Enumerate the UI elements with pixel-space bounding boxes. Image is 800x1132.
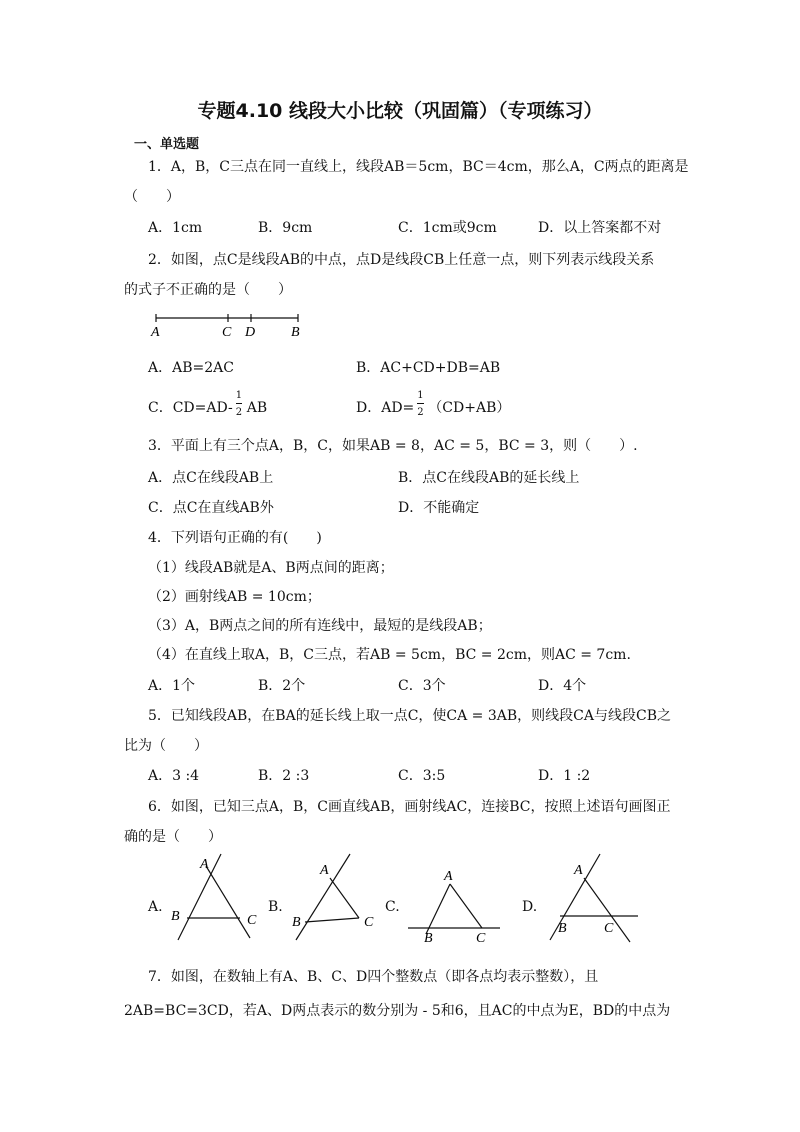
q4-item-1: （1）线段AB就是A、B两点间的距离； — [148, 560, 394, 576]
q6-figure-b — [286, 852, 386, 942]
q2-stem-cont: 的式子不正确的是（ ） — [124, 282, 292, 298]
q6-figure-c — [404, 862, 514, 946]
q2-option-a: A．AB=2AC — [148, 360, 234, 376]
section-heading: 一、单选题 — [134, 137, 200, 152]
label-a: A — [151, 325, 160, 340]
q6-option-c-letter: C. — [385, 899, 400, 915]
q7-stem-cont: 2AB=BC=3CD，若A、D两点表示的数分别为 - 5和6，且AC的中点为E，BD的中点为 — [124, 1003, 671, 1019]
q6-stem: 6．如图，已知三点A，B，C画直线AB，画射线AC，连接BC，按照上述语句画图正 — [148, 799, 671, 815]
q5-option-a: A．3 :4 — [148, 768, 200, 784]
q2-option-b: B．AC+CD+DB=AB — [356, 360, 501, 376]
q3-option-a: A．点C在线段AB上 — [148, 470, 274, 486]
vertex-c: C — [604, 921, 614, 936]
q4-item-2: （2）画射线AB = 10cm； — [148, 589, 321, 605]
q4-option-c: C．3个 — [398, 678, 446, 694]
q5-stem-cont: 比为（ ） — [124, 738, 208, 754]
vertex-c: C — [247, 913, 257, 928]
q6-figure-d — [540, 852, 650, 942]
q4-option-b: B．2个 — [258, 678, 306, 694]
q3-option-d: D．不能确定 — [398, 500, 480, 516]
segment-bc — [305, 918, 359, 922]
q1-stem-cont: （ ） — [124, 189, 180, 205]
q6-figure-a — [168, 852, 268, 942]
q5-option-b: B．2 :3 — [258, 768, 310, 784]
q5-option-c: C．3:5 — [398, 768, 446, 784]
segment-ac — [450, 884, 482, 928]
q6-option-b-letter: B. — [268, 899, 283, 915]
vertex-c: C — [476, 931, 486, 946]
fraction-half: $\frac{1}{2}$ — [235, 399, 245, 417]
label-c: C — [222, 325, 232, 340]
q5-stem: 5．已知线段AB，在BA的延长线上取一点C，使CA = 3AB，则线段CA与线段CB之 — [148, 708, 671, 724]
vertex-b: B — [292, 915, 301, 930]
label-b: B — [291, 325, 300, 340]
vertex-a: A — [574, 863, 583, 878]
vertex-b: B — [424, 931, 433, 946]
q7-stem: 7．如图，在数轴上有A、B、C、D四个整数点（即各点均表示整数），且 — [148, 969, 599, 985]
q1-option-a: A．1cm — [148, 220, 203, 236]
q1-option-c: C．1cm或9cm — [398, 220, 497, 236]
q2-segment-figure — [150, 310, 310, 340]
q2-option-d: D．AD= $\frac{1}{2}$ （CD+AB） — [356, 399, 510, 417]
q3-stem: 3．平面上有三个点A，B，C，如果AB = 8，AC = 5，BC = 3，则（ ）. — [148, 438, 638, 454]
q6-option-d-letter: D. — [522, 899, 538, 915]
q3-option-c: C．点C在直线AB外 — [148, 500, 274, 516]
q1-option-d: D．以上答案都不对 — [538, 220, 662, 236]
label-d: D — [245, 325, 256, 340]
q5-option-d: D．1 :2 — [538, 768, 591, 784]
q4-option-d: D．4个 — [538, 678, 587, 694]
ray-ac — [206, 866, 250, 938]
vertex-a: A — [444, 869, 453, 884]
page-title: 专题4.10 线段大小比较（巩固篇）（专项练习） — [197, 100, 603, 122]
q6-stem-cont: 确的是（ ） — [124, 829, 222, 845]
q2-option-c: C．CD=AD- $\frac{1}{2}$ AB — [148, 399, 267, 417]
ray-ac — [330, 878, 359, 918]
q4-stem: 4．下列语句正确的有( ) — [148, 530, 322, 546]
q4-item-4: （4）在直线上取A，B，C三点，若AB = 5cm，BC = 2cm，则AC = 7cm. — [148, 647, 631, 663]
vertex-b: B — [558, 921, 567, 936]
fraction-half: $\frac{1}{2}$ — [416, 399, 426, 417]
q6-option-a-letter: A. — [148, 899, 163, 915]
q1-stem: 1．A，B，C三点在同一直线上，线段AB＝5cm，BC＝4cm，那么A，C两点的距离是 — [148, 159, 689, 175]
q2-stem: 2．如图，点C是线段AB的中点，点D是线段CB上任意一点，则下列表示线段关系 — [148, 252, 655, 268]
segment-ab — [426, 884, 450, 934]
q4-item-3: （3）A，B两点之间的所有连线中，最短的是线段AB； — [148, 618, 492, 634]
vertex-b: B — [171, 909, 180, 924]
q4-option-a: A．1个 — [148, 678, 196, 694]
vertex-a: A — [200, 857, 209, 872]
vertex-a: A — [320, 863, 329, 878]
q1-option-b: B．9cm — [258, 220, 313, 236]
vertex-c: C — [364, 915, 374, 930]
q3-option-b: B．点C在线段AB的延长线上 — [398, 470, 580, 486]
